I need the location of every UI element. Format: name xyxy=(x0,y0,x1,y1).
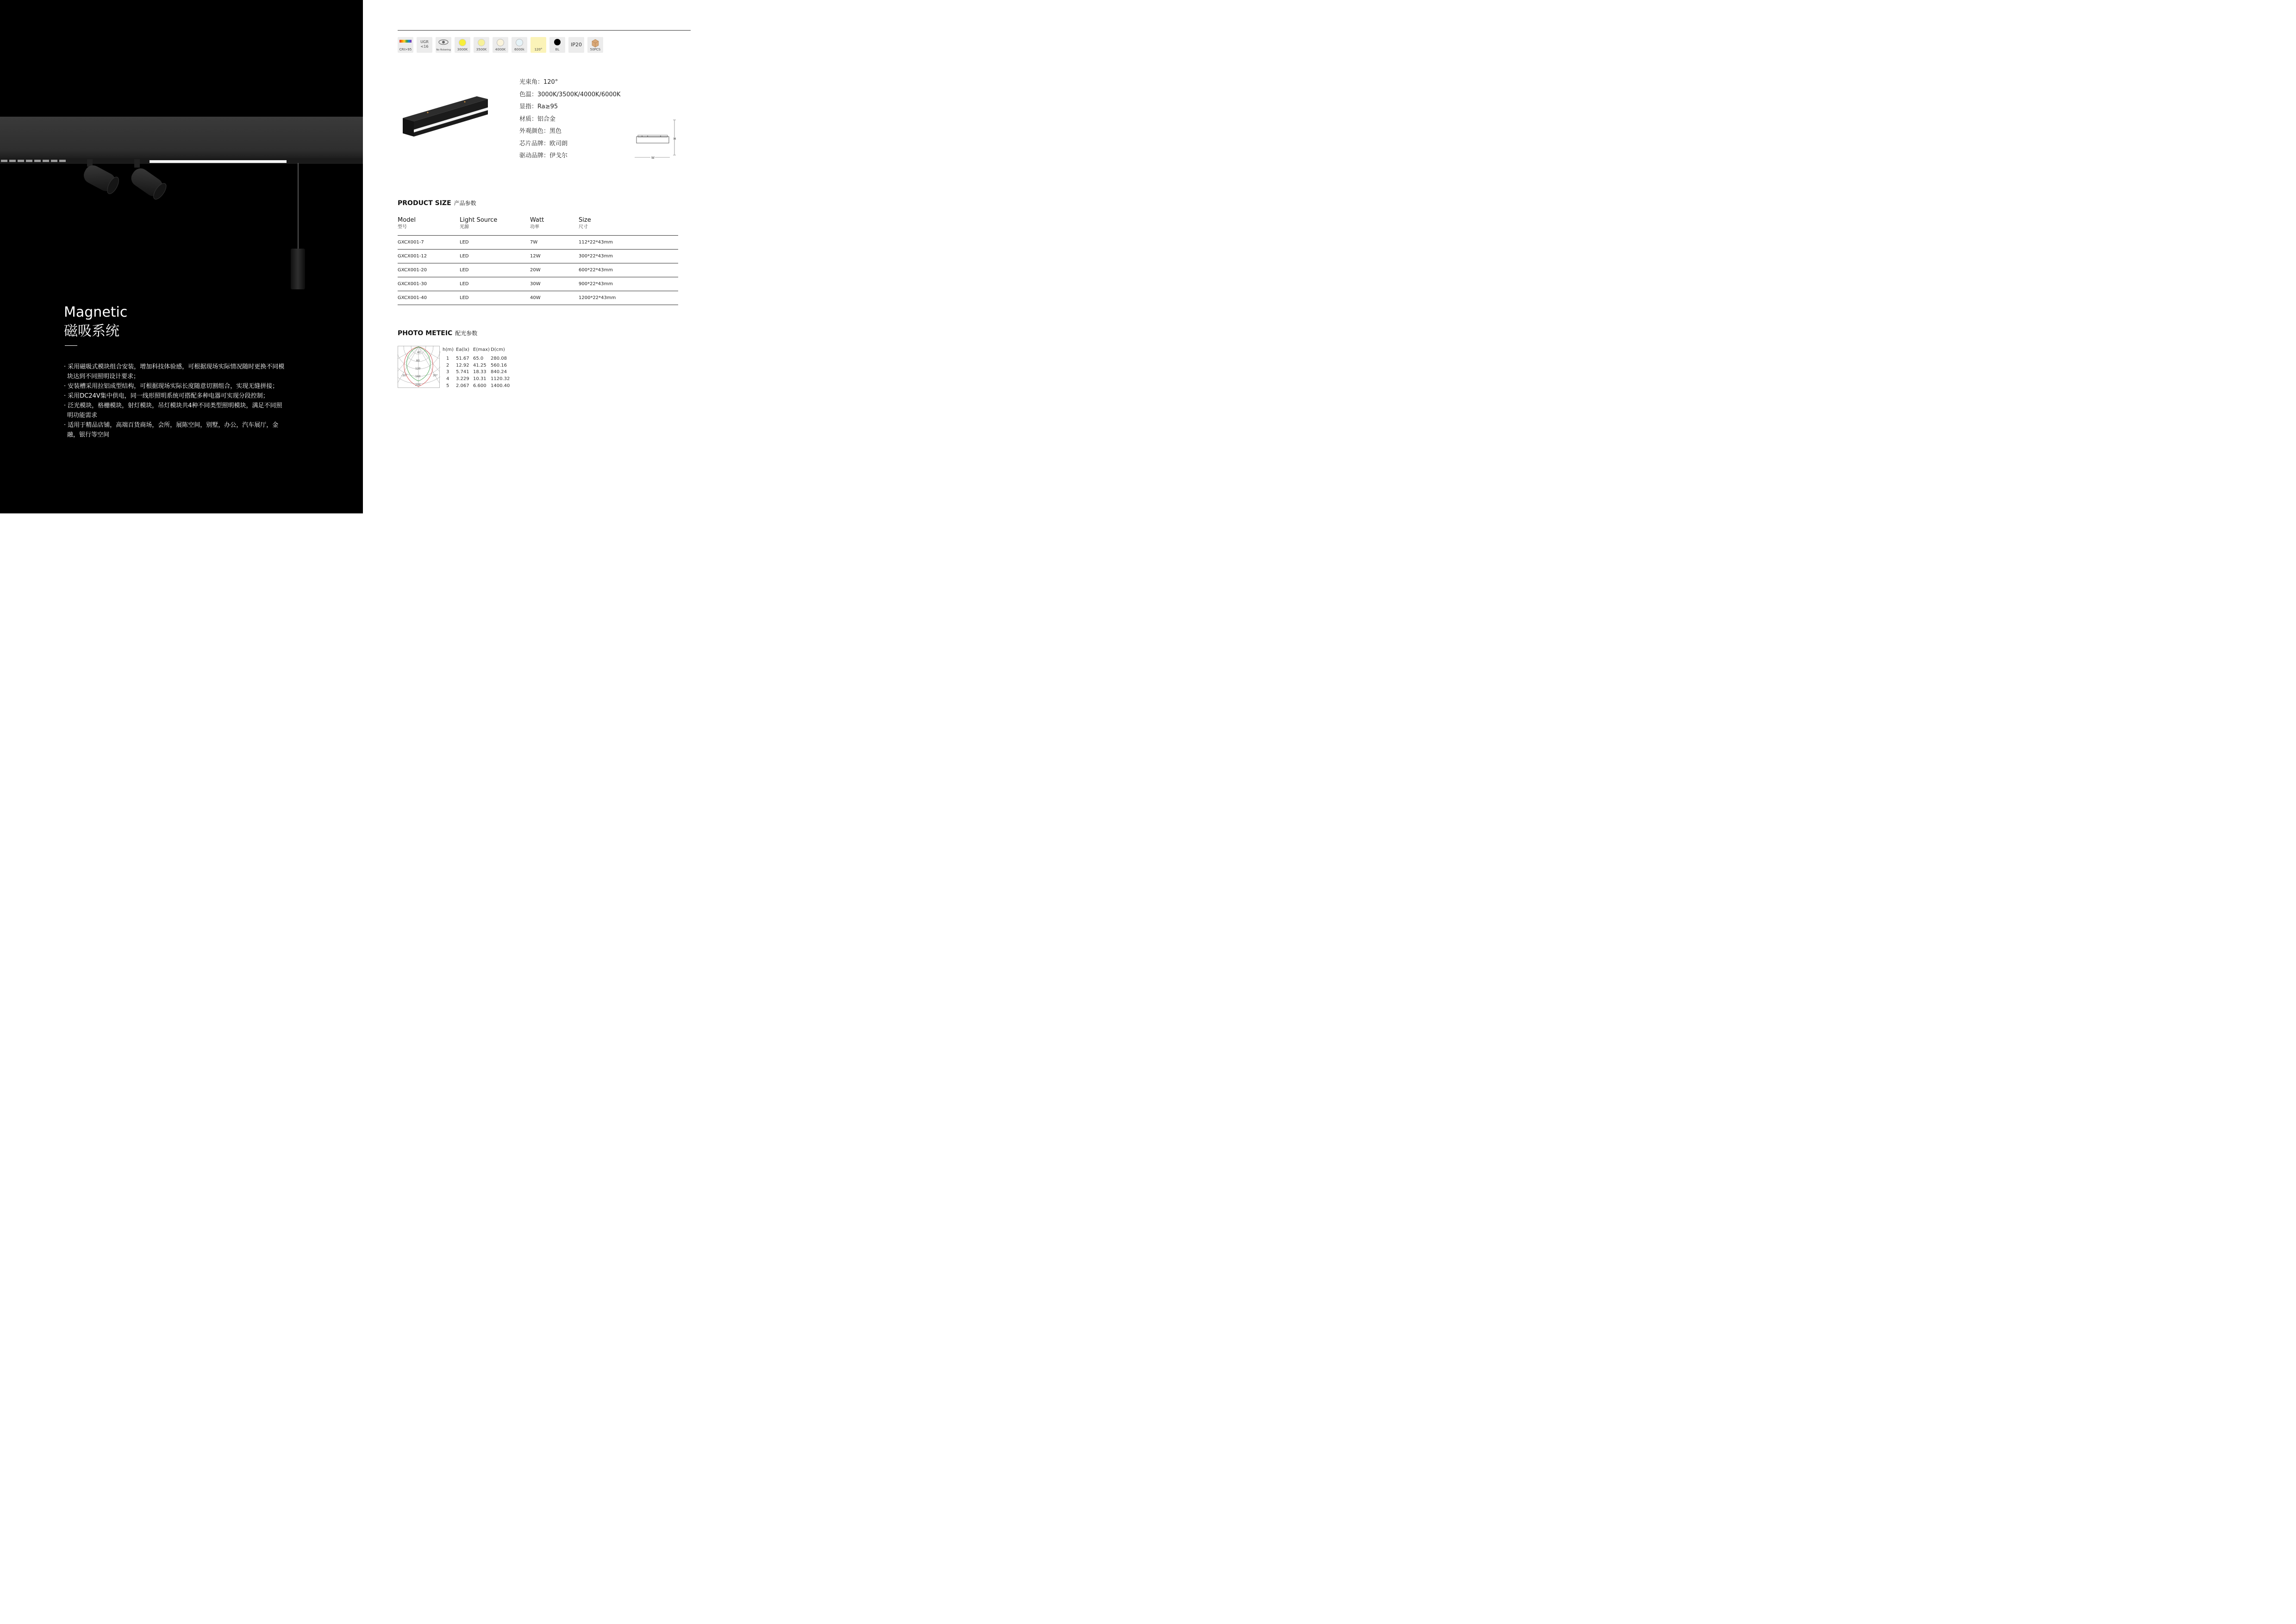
color-3000k-icon: 3000K xyxy=(455,37,470,53)
feature-list xyxy=(64,362,286,440)
hero-title-cn: 磁吸系统 xyxy=(64,323,119,339)
polar-tick-label: 160 xyxy=(415,375,421,378)
table-row: GXCX001-40 LED 40W 1200*22*43mm xyxy=(398,291,678,305)
polar-tick-label: 120 xyxy=(415,367,421,370)
photometric-table xyxy=(443,346,514,389)
ip-rating-icon: IP20 xyxy=(568,37,584,53)
spec-material: 材质：铝合金 xyxy=(519,115,556,123)
color-swatch xyxy=(459,39,466,46)
track-light-photo xyxy=(0,0,363,296)
spec-color-temp: 色温：3000K/3500K/4000K/6000K xyxy=(519,91,621,98)
hero-title-en: Magnetic xyxy=(64,304,128,320)
ugr-icon: UGR <16 xyxy=(417,37,432,53)
polar-tick-label: 200 xyxy=(415,383,421,387)
top-divider xyxy=(398,30,691,31)
spec-panel xyxy=(363,0,726,513)
photometric-row: 5 2.067 6.600 1400.40 xyxy=(446,383,510,388)
feature-item: · 采用DC24V集中供电，同一线形照明系统可搭配多种电器可实现分段控制； xyxy=(64,393,269,400)
table-header: Model 型号 Light Source 光源 Watt 功率 Size 尺寸 xyxy=(398,217,678,236)
photometric-row: 3 5.741 18.33 840.24 xyxy=(446,369,507,375)
feature-item: · 采用磁吸式模块组合安装，增加科技体验感，可根据现场实际情况随时更换不同模块达到不同照明设计要求； xyxy=(64,363,285,380)
cri-icon: CRI>95 xyxy=(398,37,413,53)
photometric-title: PHOTO METEIC 配光参数 xyxy=(398,330,478,337)
hero-panel xyxy=(0,0,363,513)
no-flickering-icon: No flickering xyxy=(436,37,451,53)
feature-item: · 安装槽采用拉铝成型结构，可根据现场实际长度随意切割组合，实现无缝拼接； xyxy=(64,383,279,390)
dimension-h-label: H xyxy=(674,137,676,141)
photometric-header: h(m) Ea(lx) E(max) D(cm) xyxy=(443,347,505,352)
photometric-row: 1 51.67 65.0 280.08 xyxy=(446,356,507,361)
dimension-w-label: W xyxy=(651,156,655,160)
product-size-title: PRODUCT SIZE 产品参数 xyxy=(398,200,476,207)
title-divider xyxy=(65,345,77,346)
hero-title xyxy=(64,303,127,341)
polar-angle-label: -30° xyxy=(401,374,407,377)
table-row: GXCX001-30 LED 30W 900*22*43mm xyxy=(398,277,678,291)
polar-tick-label: 80 xyxy=(416,359,420,362)
table-row: GXCX001-20 LED 20W 600*22*43mm xyxy=(398,263,678,277)
package-icon: 50PCS xyxy=(587,37,603,53)
black-finish-icon: BL xyxy=(549,37,565,53)
color-4000k-icon: 4000K xyxy=(493,37,508,53)
spec-list xyxy=(519,76,621,162)
feature-icon-row xyxy=(398,37,603,53)
beam-angle-icon: 120° xyxy=(530,37,546,53)
polar-diagram xyxy=(398,346,440,388)
spec-driver-brand: 驱动品牌：伊戈尔 xyxy=(519,152,568,159)
polar-tick-label: 40 xyxy=(417,351,421,354)
polar-angle-label: 30° xyxy=(433,374,438,377)
table-row: GXCX001-12 LED 12W 300*22*43mm xyxy=(398,250,678,263)
product-size-table xyxy=(398,217,678,305)
photometric-row: 2 12.92 41.25 560.16 xyxy=(446,362,507,368)
feature-item: · 泛光模块，格栅模块，射灯模块，吊灯模块共4种不同类型照明模块，满足不同照明功能需求 xyxy=(64,402,282,419)
spec-finish: 外观颜色：黑色 xyxy=(519,128,562,135)
color-6000k-icon: 6000k xyxy=(512,37,527,53)
color-3500k-icon: 3500K xyxy=(474,37,489,53)
photometric-row: 4 3.229 10.31 1120.32 xyxy=(446,376,510,381)
spec-beam-angle: 光束角：120° xyxy=(519,79,558,86)
product-image xyxy=(400,93,493,139)
table-row: GXCX001-7 LED 7W 112*22*43mm xyxy=(398,236,678,250)
feature-item: · 适用于精品店铺，高端百货商场，会所，展陈空间，别墅，办公，汽车展厅，金融，银行等空间 xyxy=(64,422,279,438)
dimension-drawing xyxy=(633,118,684,164)
spec-chip-brand: 芯片品牌：欧司朗 xyxy=(519,140,568,147)
spec-cri: 显指：Ra≥95 xyxy=(519,103,558,110)
